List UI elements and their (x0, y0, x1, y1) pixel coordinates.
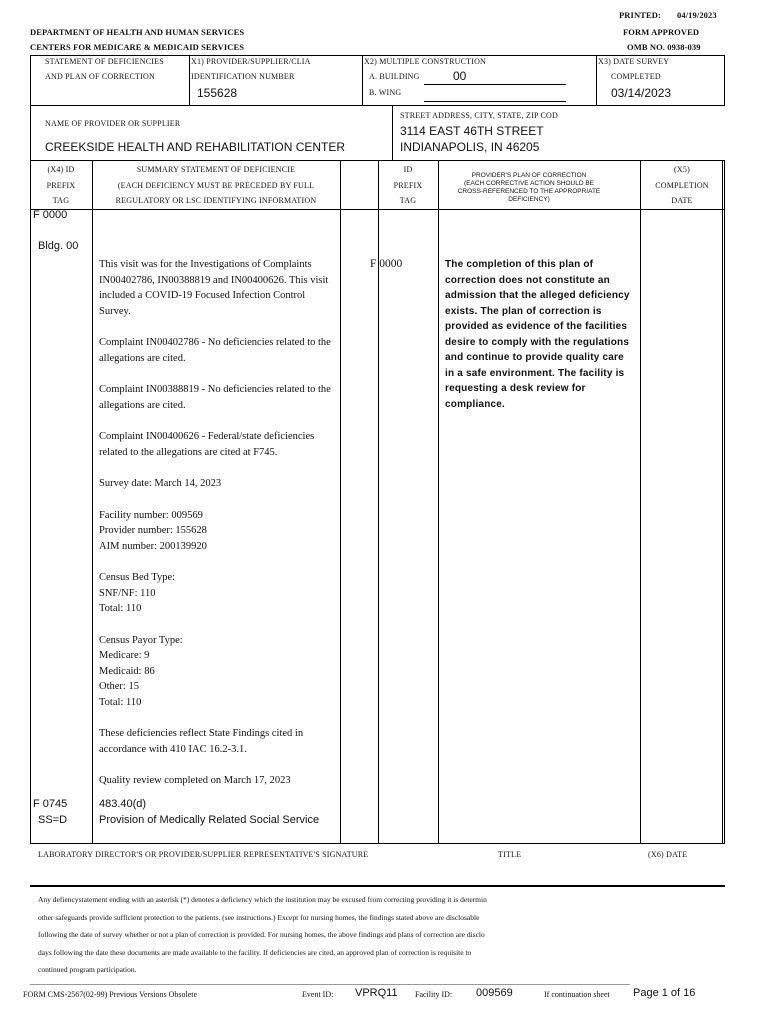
x5-header-2: COMPLETION (655, 181, 709, 190)
disclaimer-line: Any defiencystatement ending with an asterisk (*) denotes a deficiency which the institution may be excused from correcting providing it is determin (38, 895, 487, 904)
address-line-1: 3114 EAST 46TH STREET (400, 124, 544, 138)
plan-header-3: CROSS-REFERENCED TO THE APPROPRIATE (457, 188, 601, 195)
summary-paragraph: Facility number: 009569 Provider number: 155628 AIM number: 200139920 (99, 509, 207, 552)
statement-label-2: AND PLAN OF CORRECTION (45, 72, 155, 81)
facility-id-value: 009569 (476, 987, 513, 999)
wing-label: B. WING (369, 88, 402, 97)
survey-date-value: 03/14/2023 (611, 86, 672, 100)
tag-f0000-left: F 0000 (33, 209, 68, 221)
x5-header-1: (X5) (674, 165, 690, 174)
provider-name-label: NAME OF PROVIDER OR SUPPLIER (45, 119, 181, 128)
summary-paragraph: Complaint IN00400626 - Federal/state deficiencies related to the allegations are cited at F745. (99, 431, 315, 458)
summary-statement (99, 257, 339, 805)
x1-label-2: IDENTIFICATION NUMBER (191, 72, 295, 81)
x5-header-3: DATE (671, 196, 693, 205)
scope-severity: SS=D (38, 814, 68, 826)
x1-label-1: X1) PROVIDER/SUPPLIER/CLIA (191, 57, 311, 66)
summary-paragraph: Quality review completed on March 17, 2023 (99, 775, 291, 786)
id-header-3: TAG (399, 196, 417, 205)
page-number: Page 1 of 16 (633, 987, 696, 999)
provider-id-value: 155628 (197, 86, 238, 100)
x2-label: X2) MULTIPLE CONSTRUCTION (364, 57, 487, 66)
omb-number: OMB NO. 0938-039 (627, 42, 701, 52)
tag-f0745: F 0745 (33, 798, 68, 810)
id-header-1: ID (403, 165, 413, 174)
department-name: DEPARTMENT OF HEALTH AND HUMAN SERVICES (30, 27, 245, 37)
address-label: STREET ADDRESS, CITY, STATE, ZIP COD (400, 111, 558, 120)
provider-name-value: CREEKSIDE HEALTH AND REHABILITATION CENTER (45, 140, 346, 154)
disclaimer-line: days following the date these documents are made available to the facility. If deficiencies are cited, an approved plan of correction is requisite to (38, 947, 472, 957)
x4-header-1: (X4) ID (47, 165, 75, 174)
event-id-label: Event ID: (302, 990, 334, 999)
plan-header-2: (EACH CORRECTIVE ACTION SHOULD BE (463, 180, 595, 187)
disclaimer-line: other safeguards provide sufficient protection to the patients. (see instructions.) Except for nursing homes, the findings stated above are disclosable (38, 912, 480, 922)
summary-paragraph: Survey date: March 14, 2023 (99, 478, 222, 489)
building-value: 00 (453, 69, 467, 83)
summary-paragraph: Complaint IN00388819 - No deficiencies related to the allegations are cited. (99, 384, 331, 411)
disclaimer-line: continued program participation. (38, 965, 137, 974)
plan-of-correction: The completion of this plan of correction does not constitute an admission that the alleged deficiency exists. The plan of correction is provided as evidence of the facilities desire to comply with the regulations and continue to provide quality care in a safe environment. The facility is requesting a desk review for compliance. (445, 259, 630, 410)
x3-label-1: X3) DATE SURVEY (598, 57, 670, 66)
summary-paragraph: These deficiencies reflect State Findings cited in accordance with 410 IAC 16.2-3.1. (99, 728, 304, 755)
summary-header-3: REGULATORY OR LSC IDENTIFYING INFORMATION (115, 196, 317, 205)
x3-label-2: COMPLETED (611, 72, 661, 81)
summary-paragraph: Census Bed Type: SNF/NF: 110 Total: 110 (99, 572, 176, 614)
summary-header-1: SUMMARY STATEMENT OF DEFICIENCIE (136, 165, 296, 174)
building-label: A. BUILDING (369, 72, 420, 81)
tag-f0000-id: F 0000 (370, 258, 403, 270)
statement-label-1: STATEMENT OF DEFICIENCIES (45, 57, 164, 66)
building-tag: Bldg. 00 (38, 240, 79, 252)
disclaimer (38, 891, 728, 979)
x4-header-3: TAG (52, 196, 70, 205)
event-id-value: VPRQ11 (355, 987, 398, 999)
summary-paragraph: Census Payor Type: Medicare: 9 Medicaid: 86 Other: 15 Total: 110 (99, 634, 183, 708)
regulation-title: Provision of Medically Related Social Service (99, 814, 320, 826)
id-header-2: PREFIX (393, 181, 423, 190)
printed-label: PRINTED: (619, 10, 661, 20)
continuation-label: If continuation sheet (544, 990, 610, 999)
summary-header-2: (EACH DEFICIENCY MUST BE PRECEDED BY FULL (117, 181, 315, 190)
signature-date-label: (X6) DATE (648, 850, 688, 859)
regulation-number: 483.40(d) (99, 798, 147, 810)
plan-header-4: DEFICIENCY) (508, 196, 550, 203)
summary-paragraph: This visit was for the Investigations of Complaints IN00402786, IN00388819 and IN00400626. This visit included a COVID-19 Focused Infection Control Survey. (99, 259, 329, 317)
printed-date: 04/19/2023 (677, 10, 717, 20)
title-label: TITLE (498, 850, 522, 859)
summary-paragraph: Complaint IN00402786 - No deficiencies related to the allegations are cited. (99, 337, 331, 364)
facility-id-label: Facility ID: (415, 990, 453, 999)
form-number: FORM CMS-2567(02-99) Previous Versions Obsolete (23, 990, 198, 999)
signature-label: LABORATORY DIRECTOR'S OR PROVIDER/SUPPLIER REPRESENTATIVE'S SIGNATURE (38, 850, 369, 859)
form-approved: FORM APPROVED (623, 27, 700, 37)
x4-header-2: PREFIX (46, 181, 76, 190)
plan-header-1: PROVIDER'S PLAN OF CORRECTION (471, 172, 587, 179)
disclaimer-line: following the date of survey whether or not a plan of correction is provided. For nursing homes, the above findings and plans of correction are disclo (38, 930, 485, 939)
address-line-2: INDIANAPOLIS, IN 46205 (400, 140, 540, 154)
centers-name: CENTERS FOR MEDICARE & MEDICAID SERVICES (30, 42, 245, 52)
